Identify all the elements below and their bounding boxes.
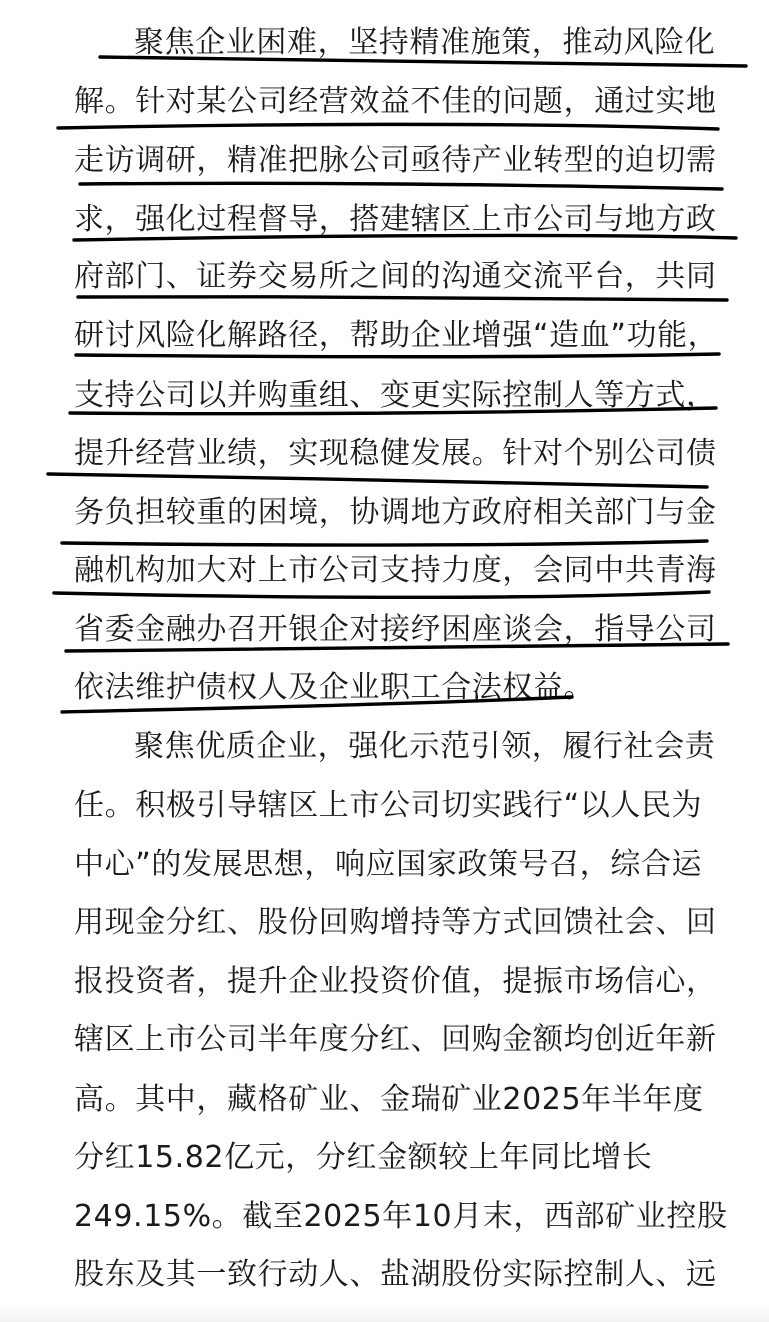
paragraph-2-line-10: 股东及其一致行动人、盐湖股份实际控制人、远 [74, 1257, 717, 1292]
paragraph-2-line-2: 任。积极引导辖区上市公司切实践行“以人民为 [74, 788, 703, 823]
paragraph-1-line-1: 聚焦企业困难，坚持精准施策，推动风险化 [134, 25, 716, 60]
paragraph-2-line-5: 报投资者，提升企业投资价值，提振市场信心， [74, 964, 717, 999]
paragraph-2-line-7: 高。其中，藏格矿业、金瑞矿业2025年半年度 [74, 1082, 704, 1117]
paragraph-1-line-2: 解。针对某公司经营效益不佳的问题，通过实地 [74, 84, 717, 119]
paragraph-1-line-4: 求，强化过程督导，搭建辖区上市公司与地方政 [74, 202, 717, 237]
paragraph-2-line-9: 249.15%。截至2025年10月末，西部矿业控股 [74, 1199, 728, 1234]
paragraph-2-line-4: 用现金分红、股份回购增持等方式回馈社会、回 [74, 905, 717, 940]
paragraph-1-line-10: 融机构加大对上市公司支持力度，会同中共青海 [74, 553, 717, 588]
paragraph-1-line-12: 依法维护债权人及企业职工合法权益。 [74, 670, 595, 705]
paragraph-1-line-7: 支持公司以并购重组、变更实际控制人等方式， [74, 378, 717, 413]
paragraph-1-line-11: 省委金融办召开银企对接纾困座谈会，指导公司 [74, 612, 717, 647]
paragraph-2-line-8: 分红15.82亿元，分红金额较上年同比增长 [74, 1140, 653, 1175]
bottom-edge-shade [0, 1302, 769, 1322]
paragraph-1-line-3: 走访调研，精准把脉公司亟待产业转型的迫切需 [74, 143, 717, 178]
paragraph-1-line-5: 府部门、证券交易所之间的沟通交流平台，共同 [74, 259, 717, 294]
paragraph-1-line-8: 提升经营业绩，实现稳健发展。针对个别公司债 [74, 436, 717, 471]
paragraph-2-line-6: 辖区上市公司半年度分红、回购金额均创近年新 [74, 1022, 717, 1057]
paragraph-1-line-6: 研讨风险化解路径，帮助企业增强“造血”功能， [74, 318, 719, 353]
paragraph-2-line-3: 中心”的发展思想，响应国家政策号召，综合运 [74, 847, 703, 882]
paragraph-2-line-1: 聚焦优质企业，强化示范引领，履行社会责 [134, 729, 716, 764]
paragraph-1-line-9: 务负担较重的困境，协调地方政府相关部门与金 [74, 495, 717, 530]
